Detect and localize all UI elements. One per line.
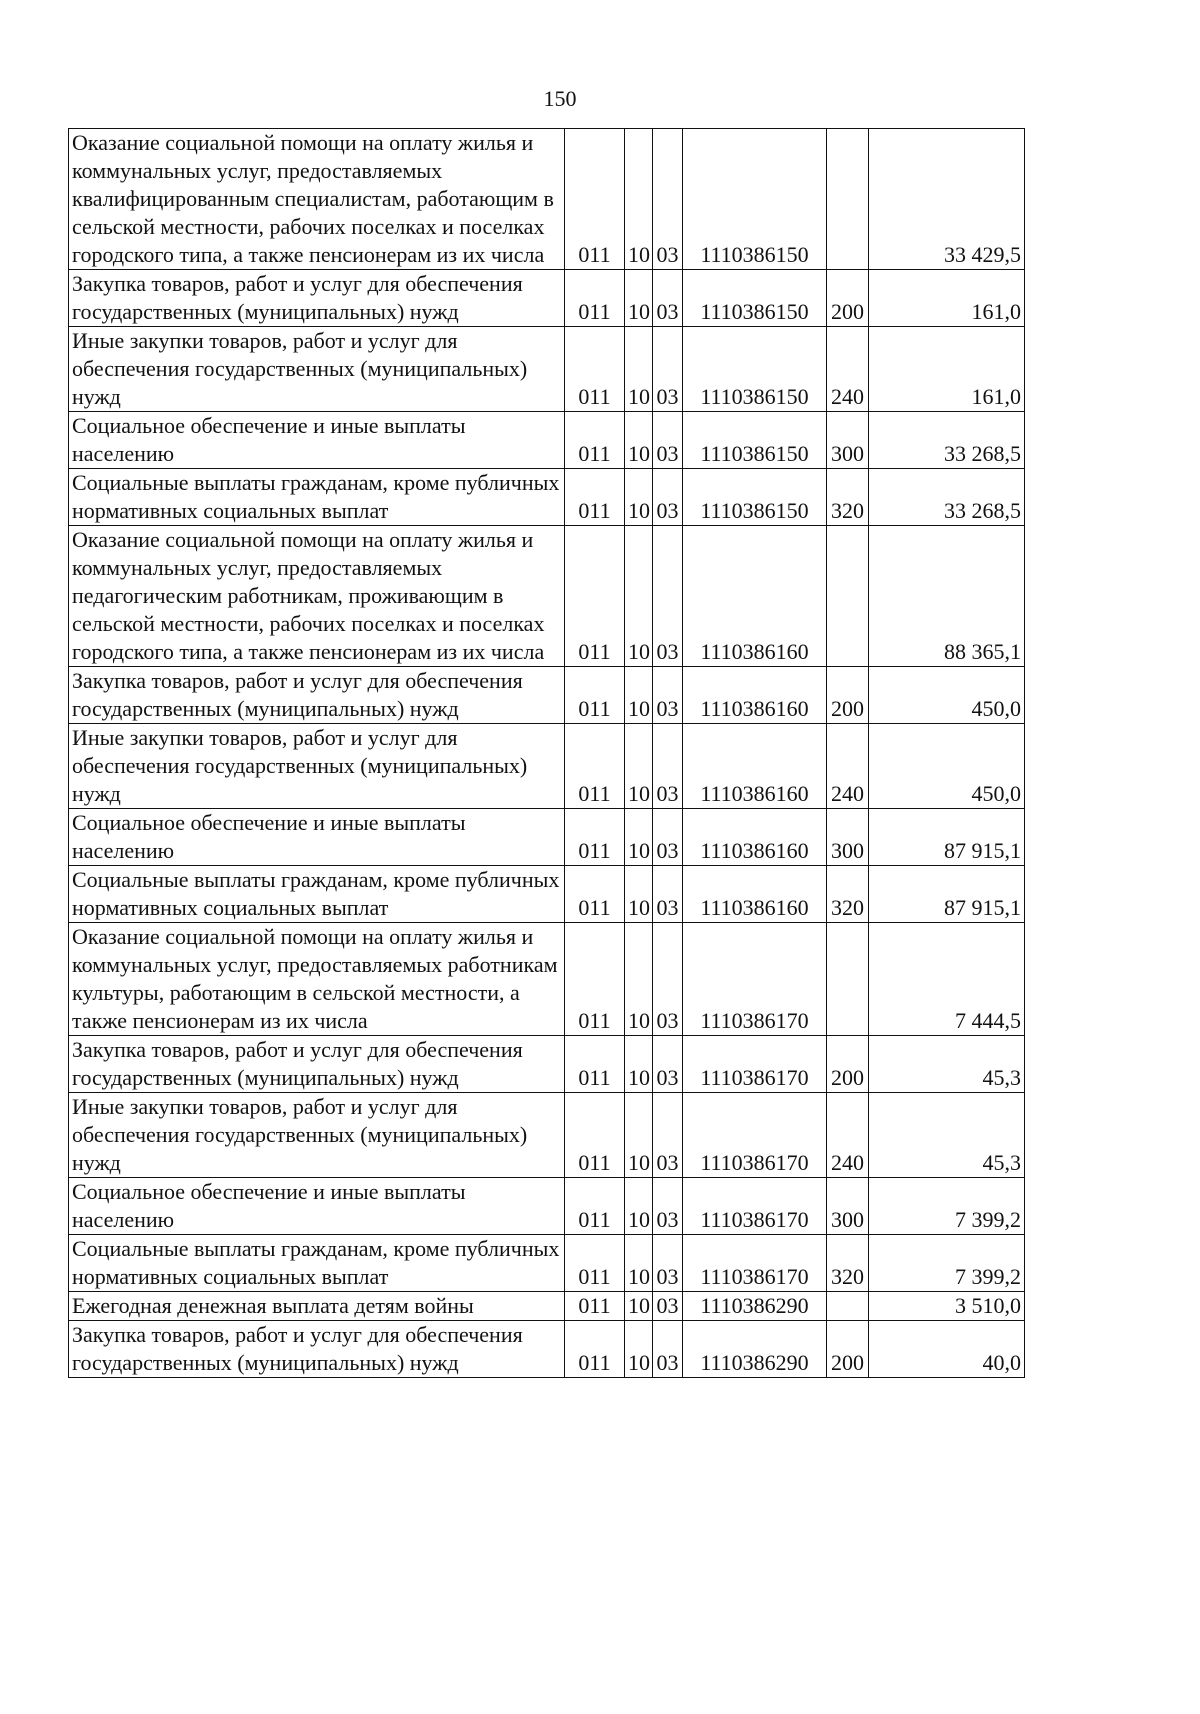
row-rz: 10	[625, 1235, 653, 1292]
table-row	[69, 809, 1025, 866]
row-csr: 1110386160	[683, 724, 827, 809]
row-csr: 1110386160	[683, 809, 827, 866]
row-rz: 10	[625, 1178, 653, 1235]
row-vr	[827, 923, 869, 1036]
row-sum: 450,0	[869, 724, 1025, 809]
row-grbs: 011	[565, 923, 625, 1036]
row-name: Закупка товаров, работ и услуг для обеспечения государственных (муниципальных) нужд	[69, 1036, 565, 1093]
row-name: Иные закупки товаров, работ и услуг для обеспечения государственных (муниципальных) нужд	[69, 1093, 565, 1178]
row-grbs: 011	[565, 270, 625, 327]
row-rz: 10	[625, 270, 653, 327]
row-pr: 03	[653, 1321, 683, 1378]
row-sum: 7 399,2	[869, 1235, 1025, 1292]
row-vr	[827, 1292, 869, 1321]
table-row	[69, 1036, 1025, 1093]
row-csr: 1110386150	[683, 270, 827, 327]
row-pr: 03	[653, 129, 683, 270]
row-sum: 7 399,2	[869, 1178, 1025, 1235]
row-grbs: 011	[565, 412, 625, 469]
row-sum: 33 429,5	[869, 129, 1025, 270]
table-row	[69, 526, 1025, 667]
row-vr: 320	[827, 866, 869, 923]
row-grbs: 011	[565, 1235, 625, 1292]
budget-table-body	[69, 129, 1025, 1378]
row-sum: 161,0	[869, 327, 1025, 412]
row-grbs: 011	[565, 526, 625, 667]
row-name: Закупка товаров, работ и услуг для обеспечения государственных (муниципальных) нужд	[69, 667, 565, 724]
row-csr: 1110386160	[683, 526, 827, 667]
row-csr: 1110386170	[683, 1178, 827, 1235]
row-pr: 03	[653, 724, 683, 809]
row-csr: 1110386150	[683, 327, 827, 412]
row-sum: 3 510,0	[869, 1292, 1025, 1321]
row-grbs: 011	[565, 724, 625, 809]
row-rz: 10	[625, 724, 653, 809]
row-grbs: 011	[565, 327, 625, 412]
row-pr: 03	[653, 526, 683, 667]
row-pr: 03	[653, 1235, 683, 1292]
row-name: Социальное обеспечение и иные выплаты населению	[69, 1178, 565, 1235]
row-sum: 33 268,5	[869, 412, 1025, 469]
row-vr: 200	[827, 667, 869, 724]
row-rz: 10	[625, 1292, 653, 1321]
row-sum: 87 915,1	[869, 809, 1025, 866]
row-rz: 10	[625, 1321, 653, 1378]
row-rz: 10	[625, 923, 653, 1036]
row-grbs: 011	[565, 1093, 625, 1178]
table-row	[69, 667, 1025, 724]
table-row	[69, 412, 1025, 469]
row-pr: 03	[653, 866, 683, 923]
row-sum: 40,0	[869, 1321, 1025, 1378]
row-csr: 1110386170	[683, 1235, 827, 1292]
row-vr: 200	[827, 270, 869, 327]
row-vr: 240	[827, 724, 869, 809]
row-pr: 03	[653, 412, 683, 469]
row-pr: 03	[653, 327, 683, 412]
page-number: 150	[543, 86, 577, 111]
row-vr: 300	[827, 809, 869, 866]
row-pr: 03	[653, 469, 683, 526]
row-pr: 03	[653, 1093, 683, 1178]
table-row	[69, 1321, 1025, 1378]
row-name: Социальные выплаты гражданам, кроме публичных нормативных социальных выплат	[69, 469, 565, 526]
row-rz: 10	[625, 469, 653, 526]
row-name: Социальные выплаты гражданам, кроме публичных нормативных социальных выплат	[69, 1235, 565, 1292]
row-name: Оказание социальной помощи на оплату жилья и коммунальных услуг, предоставляемых педагогическим работникам, проживающим в сельской местности, рабочих поселках и поселках городского типа, а также пенсионерам из их числа	[69, 526, 565, 667]
table-row	[69, 1235, 1025, 1292]
row-pr: 03	[653, 1178, 683, 1235]
row-vr: 200	[827, 1321, 869, 1378]
row-sum: 45,3	[869, 1093, 1025, 1178]
row-name: Закупка товаров, работ и услуг для обеспечения государственных (муниципальных) нужд	[69, 1321, 565, 1378]
row-grbs: 011	[565, 1292, 625, 1321]
row-pr: 03	[653, 1292, 683, 1321]
row-vr: 300	[827, 1178, 869, 1235]
row-sum: 7 444,5	[869, 923, 1025, 1036]
row-grbs: 011	[565, 667, 625, 724]
row-rz: 10	[625, 809, 653, 866]
row-rz: 10	[625, 327, 653, 412]
row-grbs: 011	[565, 129, 625, 270]
row-sum: 450,0	[869, 667, 1025, 724]
row-rz: 10	[625, 1093, 653, 1178]
row-vr: 320	[827, 1235, 869, 1292]
row-pr: 03	[653, 667, 683, 724]
row-csr: 1110386290	[683, 1321, 827, 1378]
row-pr: 03	[653, 923, 683, 1036]
row-vr: 240	[827, 1093, 869, 1178]
row-sum: 161,0	[869, 270, 1025, 327]
row-vr: 300	[827, 412, 869, 469]
row-rz: 10	[625, 866, 653, 923]
table-row	[69, 724, 1025, 809]
table-row	[69, 327, 1025, 412]
row-grbs: 011	[565, 866, 625, 923]
row-csr: 1110386170	[683, 1036, 827, 1093]
table-row	[69, 1093, 1025, 1178]
row-name: Социальные выплаты гражданам, кроме публичных нормативных социальных выплат	[69, 866, 565, 923]
row-csr: 1110386150	[683, 412, 827, 469]
row-sum: 87 915,1	[869, 866, 1025, 923]
row-pr: 03	[653, 809, 683, 866]
budget-table	[68, 128, 1025, 1378]
row-sum: 33 268,5	[869, 469, 1025, 526]
table-row	[69, 469, 1025, 526]
row-csr: 1110386290	[683, 1292, 827, 1321]
row-grbs: 011	[565, 469, 625, 526]
row-rz: 10	[625, 526, 653, 667]
row-name: Оказание социальной помощи на оплату жилья и коммунальных услуг, предоставляемых квалифицированным специалистам, работающим в сельской местности, рабочих поселках и поселках городского типа, а также пенсионерам из их числа	[69, 129, 565, 270]
row-grbs: 011	[565, 1178, 625, 1235]
row-vr: 320	[827, 469, 869, 526]
row-pr: 03	[653, 270, 683, 327]
table-row	[69, 270, 1025, 327]
table-row	[69, 129, 1025, 270]
row-vr	[827, 526, 869, 667]
row-vr: 240	[827, 327, 869, 412]
row-vr: 200	[827, 1036, 869, 1093]
row-name: Оказание социальной помощи на оплату жилья и коммунальных услуг, предоставляемых работникам культуры, работающим в сельской местности, а также пенсионерам из их числа	[69, 923, 565, 1036]
row-name: Социальное обеспечение и иные выплаты населению	[69, 412, 565, 469]
row-csr: 1110386160	[683, 866, 827, 923]
row-name: Иные закупки товаров, работ и услуг для обеспечения государственных (муниципальных) нужд	[69, 724, 565, 809]
row-name: Ежегодная денежная выплата детям войны	[69, 1292, 565, 1321]
row-name: Закупка товаров, работ и услуг для обеспечения государственных (муниципальных) нужд	[69, 270, 565, 327]
row-rz: 10	[625, 667, 653, 724]
row-name: Социальное обеспечение и иные выплаты населению	[69, 809, 565, 866]
row-grbs: 011	[565, 809, 625, 866]
row-sum: 88 365,1	[869, 526, 1025, 667]
table-row	[69, 923, 1025, 1036]
row-grbs: 011	[565, 1036, 625, 1093]
row-csr: 1110386170	[683, 1093, 827, 1178]
row-vr	[827, 129, 869, 270]
table-row	[69, 1178, 1025, 1235]
row-pr: 03	[653, 1036, 683, 1093]
row-sum: 45,3	[869, 1036, 1025, 1093]
row-name: Иные закупки товаров, работ и услуг для обеспечения государственных (муниципальных) нужд	[69, 327, 565, 412]
row-csr: 1110386150	[683, 469, 827, 526]
row-grbs: 011	[565, 1321, 625, 1378]
row-csr: 1110386150	[683, 129, 827, 270]
table-row	[69, 1292, 1025, 1321]
row-rz: 10	[625, 412, 653, 469]
table-row	[69, 866, 1025, 923]
row-csr: 1110386170	[683, 923, 827, 1036]
row-rz: 10	[625, 1036, 653, 1093]
row-rz: 10	[625, 129, 653, 270]
row-csr: 1110386160	[683, 667, 827, 724]
